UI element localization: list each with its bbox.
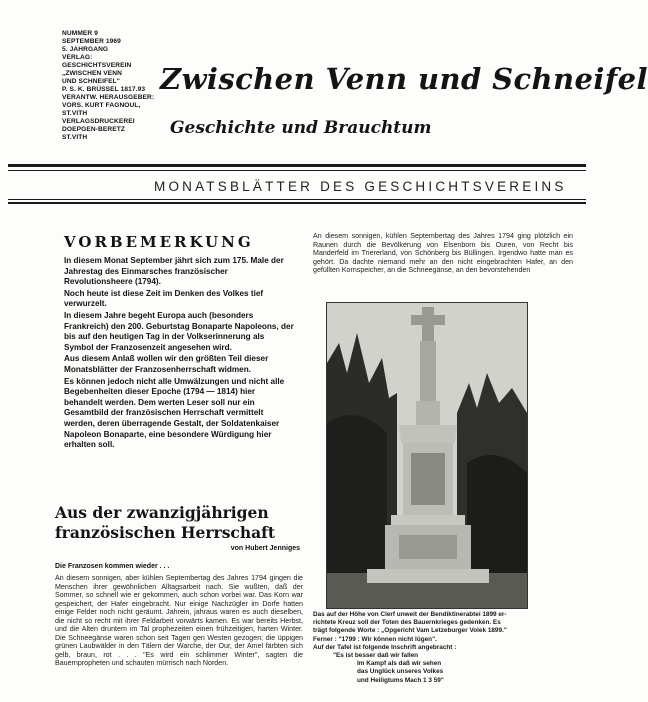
meta-line: VERLAGSDRUCKEREI: [62, 118, 135, 125]
band-rule-thin: [8, 199, 586, 200]
caption-line: Das auf der Höhe von Clerf unweit der Bendiktinerabtei 1899 er-: [313, 611, 507, 618]
meta-line: NUMMER 9: [62, 30, 98, 37]
preface-paragraph: Noch heute ist diese Zeit im Denken des Volkes tief verwurzelt.: [64, 288, 264, 309]
caption-line: richtete Kreuz soll der Toten des Bauernkrieges gedenken. Es: [313, 619, 501, 627]
caption-line: trägt folgende Worte : „Opgericht Vam Letzeburger Volek 1899.": [313, 627, 507, 635]
meta-line: VERANTW. HERAUSGEBER:: [62, 94, 155, 101]
byline: von Hubert Jenniges: [230, 545, 300, 552]
meta-line: SEPTEMBER 1969: [62, 38, 121, 45]
meta-line: UND SCHNEIFEL": [62, 78, 121, 85]
meta-line: DOEPGEN-BERETZ: [62, 126, 125, 133]
masthead-title: Zwischen Venn und Schneifel: [160, 62, 648, 96]
masthead-rule-top: [8, 164, 586, 167]
inscription-line: das Unglück unseres Volkes: [357, 668, 444, 676]
article-body-left: An diesem sonnigen, aber kühlen Septembertag des Jahres 1794 gingen die Menschen ihrer gewöhnlichen Alltagsarbeit nach. Sie wußten, daß der Sommer, so schnell wie er gekommen, auch schon vorbei war. Das Korn war gespeichert, der Hafer eingebracht. Nur einige Nachzügler im Dorfe hatten einige Felder noch nicht geräumt. Jahrein, jahraus waren es auch dieselben, die nicht so recht mit ihrer Feldarbeit vorwärts kamen. Es war bereits Herbst, und die Alten druntem im Tal prophezeiten einen frühzeitigen, harten Winter. Die Schneegänse waren schon seit Tagen gen Westen gezogen; die üppigen grünen Laubwälder in den Tälern der Warche, der Our, der Amel färbten sich gelb, braun, rot . . . "Es wird ein schlimmer Winter", sagten die Bauernpropheten und schauten mürrisch nach Norden.: [55, 574, 303, 668]
band-rule-bottom: [8, 202, 586, 204]
caption-line: Ferner : "1799 : Wir können nicht lügen".: [313, 635, 437, 643]
meta-line: VERLAG:: [62, 54, 93, 61]
article-subhead: Die Franzosen kommen wieder . . .: [55, 563, 170, 570]
meta-line: VORS. KURT FAGNOUL,: [62, 102, 141, 109]
meta-line: GESCHICHTSVEREIN: [62, 62, 132, 69]
meta-line: 5. JAHRGANG: [62, 46, 109, 53]
preface-paragraph: In diesem Jahre begeht Europa auch (besonders Frankreich) den 200. Geburtstag Bonaparte Napoleons, der bis auf den heutigen Tag in der Volkserinnerung als Symbol der Franzosenzeit angesehen wird.: [64, 310, 294, 352]
masthead-subtitle: Geschichte und Brauchtum: [170, 118, 432, 138]
preface-paragraph: In diesem Monat September jährt sich zum 175. Male der Jahrestag des Einmarsches französischer Revolutionsheere (1794).: [64, 256, 284, 287]
inscription-line: und Heiligtums Mach 1 3 59": [357, 676, 444, 684]
caption-line: Auf der Tafel ist folgende Inschrift angebracht :: [313, 643, 457, 651]
meta-line: ST.VITH: [62, 110, 88, 117]
monument-photo: [326, 302, 528, 609]
preface-text: [64, 256, 296, 452]
article-body-right: An diesem sonnigen, kühlen Septembertag des Jahres 1794 ging plötzlich ein Raunen durch die Bevölkerung von Elsenborn bis Ouren, von Recht bis Manderfeld im Triererland, von Schönberg bis Büllingen. Irgendwo hatte man es gehört. Da dachte niemand mehr an den nicht eingebrachten Hafer, an den gefüllten Kornspeicher, an die Schneegänse, an den bevorstehenden: [313, 232, 573, 275]
masthead-rule-thin: [8, 170, 586, 171]
meta-line: „ZWISCHEN VENN: [62, 70, 123, 77]
preface-paragraph: Es können jedoch nicht alle Umwälzungen und nicht alle Begebenheiten dieser Epoche (1794 — 1814) hier behandelt werden. Dem werten Leser soll nur ein Gesamtbild der französischen Herrschaft vermittelt werden, deren überragende Gestalt, der Soldatenkaiser Napoleon Bonaparte, eine besondere Würdigung hier erhalten soll.: [64, 376, 285, 450]
series-title: MONATSBLÄTTER DES GESCHICHTSVEREINS: [154, 179, 567, 194]
article-title: Aus der zwanzigjährigen französischen Herrschaft: [55, 503, 276, 542]
meta-line: P. S. K. BRÜSSEL 1817.93: [62, 86, 146, 93]
inscription-line: Im Kampf als daß wir sehen: [357, 660, 442, 668]
meta-line: ST.VITH: [62, 134, 88, 141]
section-heading: VORBEMERKUNG: [64, 233, 254, 251]
inscription-line: "Es ist besser daß wir fallen: [333, 652, 419, 660]
photo-caption: [313, 611, 583, 685]
preface-paragraph: Aus diesem Anlaß wollen wir den größten Teil dieser Monatsblätter der Franzosenherrschaft widmen.: [64, 354, 269, 374]
